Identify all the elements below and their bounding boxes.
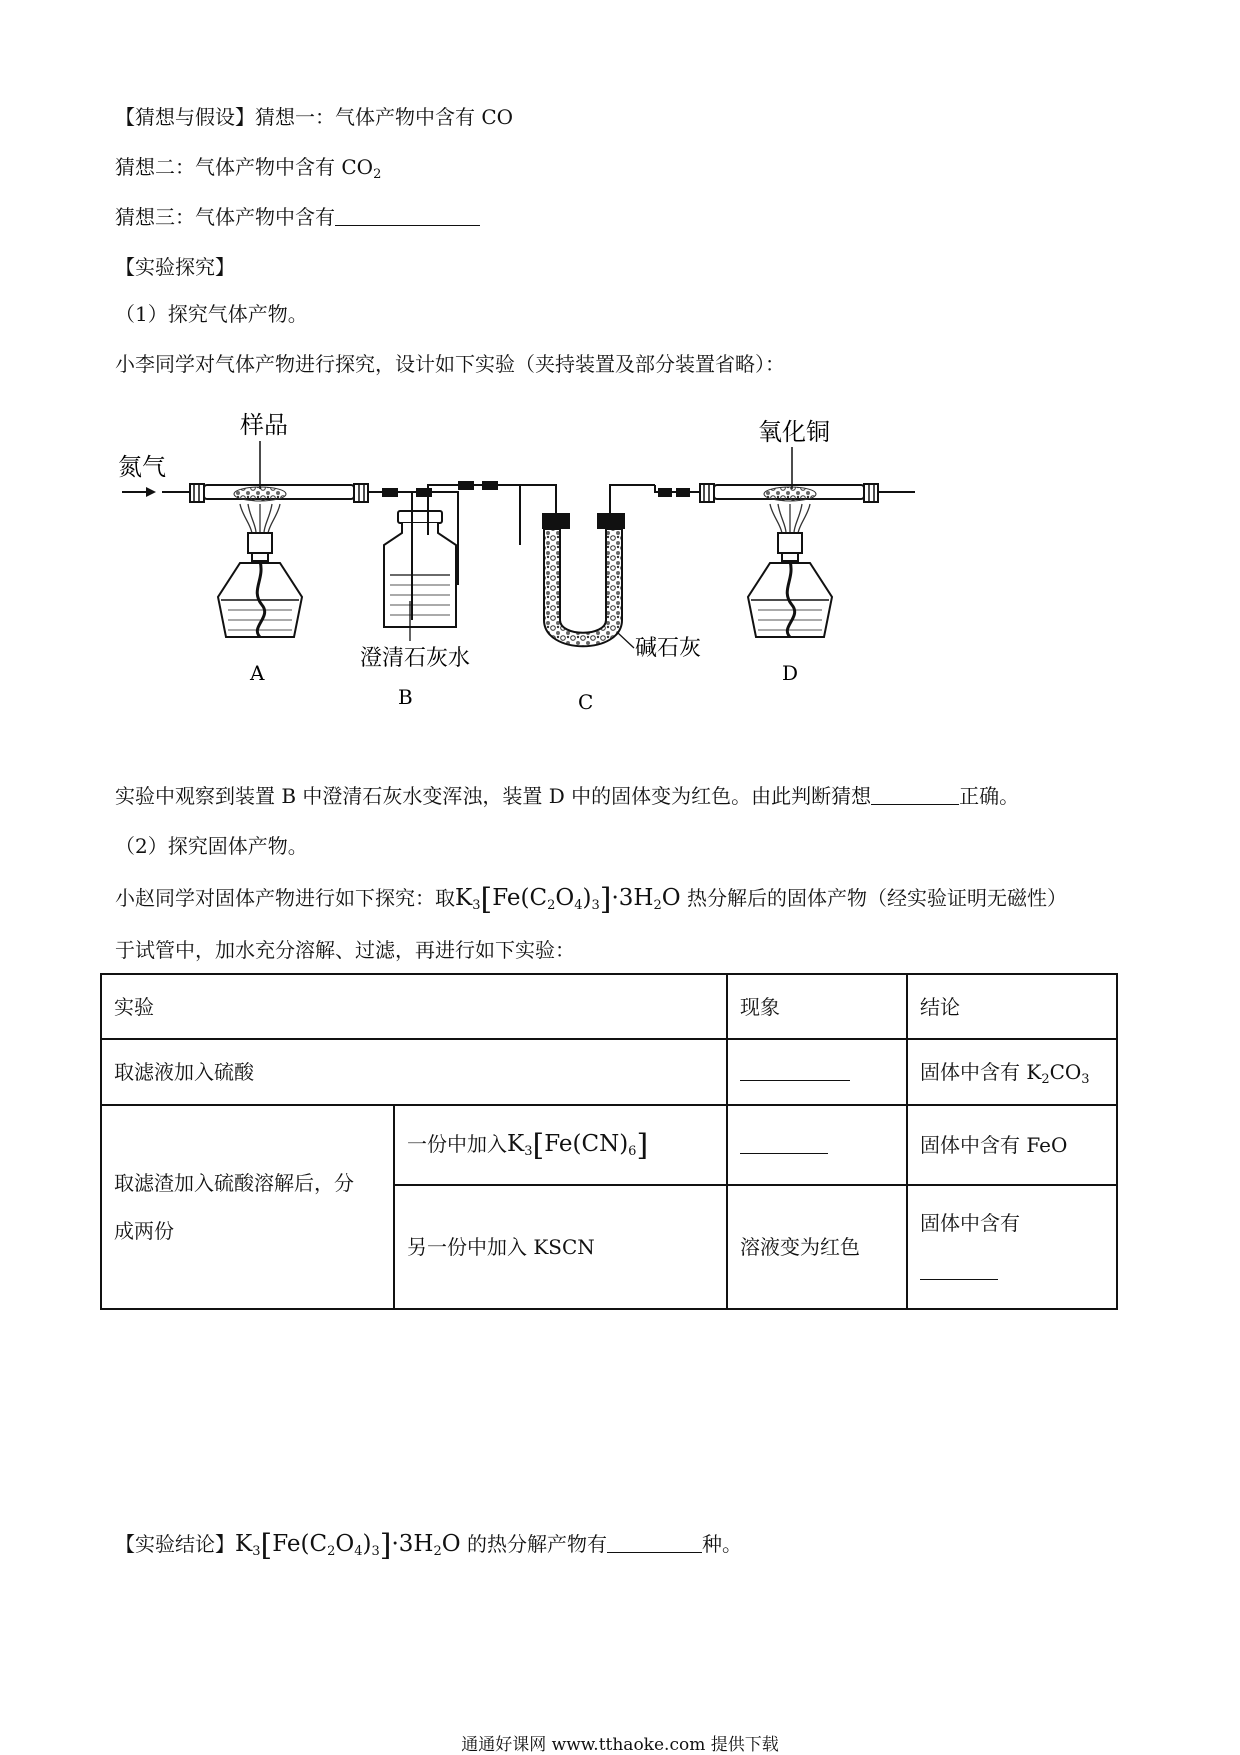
alcohol-lamp-d — [748, 504, 832, 637]
part1-desc: 小李同学对气体产物进行探究，设计如下实验（夹持装置及部分装置省略）： — [115, 352, 785, 376]
alcohol-lamp-a — [218, 504, 302, 637]
label-b: B — [398, 685, 413, 709]
part2-desc-2: 于试管中，加水充分溶解、过滤，再进行如下实验： — [115, 938, 575, 962]
sample-powder — [234, 487, 286, 501]
answer-blank[interactable] — [740, 1060, 850, 1081]
formula: $K_3[Fe(C_2O_4)_3]\cdot 3H_2O$ — [235, 1528, 461, 1563]
part1-heading: （1）探究气体产物。 — [115, 302, 308, 326]
table-row: 另一份中加入 KSCN 溶液变为红色 固体中含有 — [101, 1185, 1117, 1309]
sample-label: 样品 — [240, 411, 288, 439]
nitrogen-label: 氮气 — [118, 453, 166, 481]
header-conclusion: 结论 — [907, 974, 1117, 1039]
table-row: 取滤渣加入硫酸溶解后，分 成两份 一份中加入$K_3[Fe(CN)_6]$ 固体中含有 FeO — [101, 1105, 1117, 1185]
answer-blank[interactable] — [920, 1259, 998, 1280]
experiment-table — [100, 973, 1118, 1310]
apparatus-diagram — [110, 405, 930, 714]
hypothesis-2: 猜想二：气体产物中含有 $CO_2$ — [115, 155, 382, 182]
copper-oxide-label: 氧化铜 — [758, 418, 830, 446]
hypothesis-1: 【猜想与假设】猜想一：气体产物中含有 CO — [115, 105, 514, 129]
answer-blank[interactable] — [335, 205, 480, 226]
explore-heading: 【实验探究】 — [115, 255, 235, 279]
table-row: 取滤液加入硫酸 固体中含有 $K_2CO_3$ — [101, 1039, 1117, 1105]
part2-desc: 小赵同学对固体产物进行如下探究：取$K_3[Fe(C_2O_4)_3]\cdot 3H_2O$ 热分解后的固体产物（经实验证明无磁性） — [115, 882, 1067, 917]
connector-cd — [655, 485, 700, 497]
u-tube-c — [520, 485, 655, 646]
observation: 实验中观察到装置 B 中澄清石灰水变浑浊，装置 D 中的固体变为红色。由此判断猜想 正确。 — [115, 784, 1020, 808]
hypothesis-3: 猜想三：气体产物中含有 — [115, 203, 480, 231]
header-experiment: 实验 — [101, 974, 727, 1039]
washing-bottle-b — [384, 492, 482, 627]
answer-blank[interactable] — [740, 1133, 828, 1154]
experiment-conclusion: 【实验结论】$K_3[Fe(C_2O_4)_3]\cdot 3H_2O$ 的热分解产物有 种。 — [115, 1528, 742, 1563]
soda-lime-label: 碱石灰 — [635, 636, 702, 661]
formula: $K_3[Fe(C_2O_4)_3]\cdot 3H_2O$ — [455, 882, 681, 917]
footer: 通通好课网 www.tthaoke.com 提供下载 — [461, 1735, 779, 1755]
answer-blank[interactable] — [871, 784, 959, 805]
label-c: C — [578, 690, 594, 714]
connector-ab — [368, 488, 448, 497]
limewater-label: 澄清石灰水 — [360, 646, 471, 671]
table-header-row — [101, 974, 1117, 1039]
answer-blank[interactable] — [607, 1532, 702, 1553]
label-d: D — [782, 661, 799, 685]
label-a: A — [250, 661, 265, 685]
copper-oxide-powder — [764, 487, 816, 501]
part2-heading: （2）探究固体产物。 — [115, 834, 308, 858]
header-phenomenon: 现象 — [727, 974, 907, 1039]
